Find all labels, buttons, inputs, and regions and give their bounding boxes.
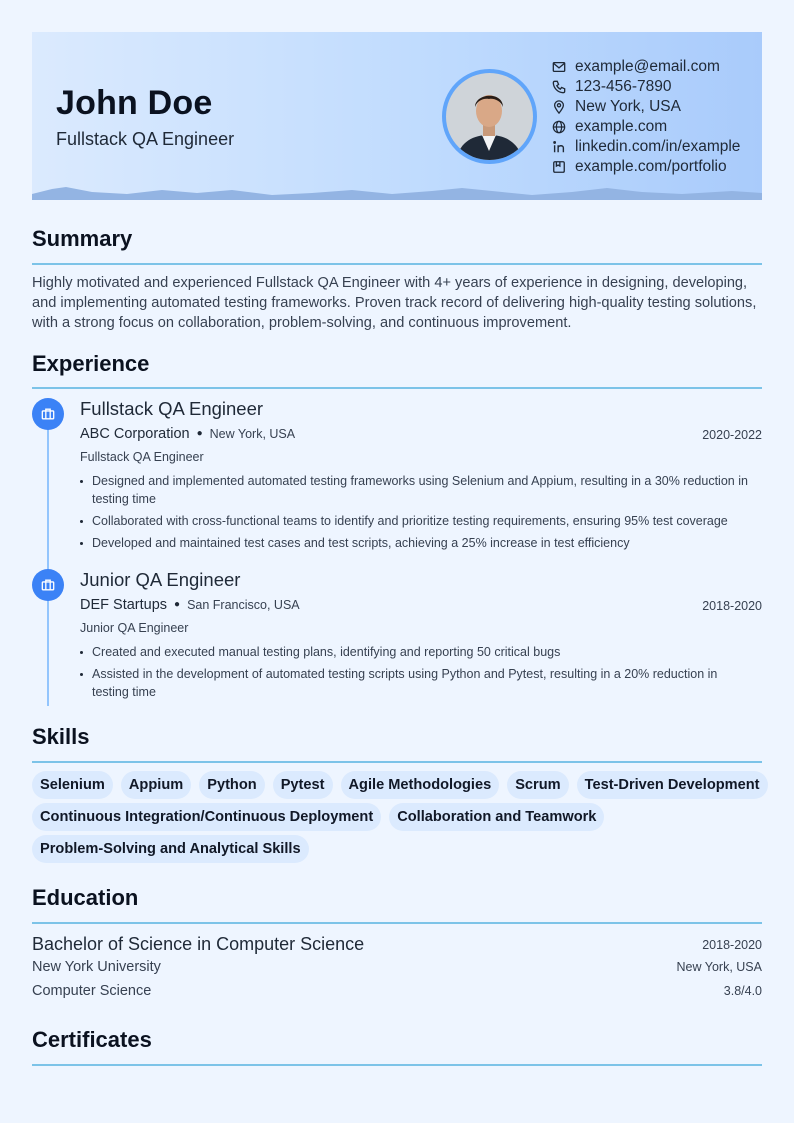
section-divider	[32, 761, 762, 763]
contact-list	[552, 57, 740, 177]
job-role: Junior QA Engineer	[80, 621, 189, 635]
contact-phone[interactable]: 123-456-7890	[552, 77, 740, 97]
experience-timeline	[47, 414, 49, 706]
briefcase-icon	[32, 569, 64, 601]
experience-heading: Experience	[32, 351, 150, 376]
skill-chip: Scrum	[507, 771, 568, 799]
skills-heading: Skills	[32, 724, 90, 749]
briefcase-icon	[32, 398, 64, 430]
section-divider	[32, 1064, 762, 1066]
skill-chip: Test-Driven Development	[577, 771, 768, 799]
school: New York University	[32, 959, 161, 975]
skill-chip: Pytest	[273, 771, 333, 799]
education-item	[32, 934, 762, 1006]
location-pin-icon	[552, 99, 575, 115]
field-of-study: Computer Science	[32, 983, 152, 999]
job-company-line: DEF Startups ● San Francisco, USA	[80, 597, 300, 613]
job-title: Junior QA Engineer	[80, 569, 241, 590]
education-heading: Education	[32, 885, 139, 910]
globe-icon	[552, 119, 575, 135]
job-company-line: ABC Corporation ● New York, USA	[80, 426, 296, 442]
job-location: New York, USA	[209, 427, 296, 441]
job-role: Fullstack QA Engineer	[80, 450, 204, 464]
portfolio-icon	[552, 159, 575, 175]
skill-chip: Selenium	[32, 771, 113, 799]
skill-chip: Continuous Integration/Continuous Deployment	[32, 803, 381, 831]
resume-header	[32, 32, 762, 200]
profile-photo	[446, 73, 533, 160]
education-dates: 2018-2020	[702, 938, 762, 952]
certificates-heading: Certificates	[32, 1027, 152, 1052]
job-dates: 2018-2020	[702, 599, 762, 613]
list-item: Assisted in the development of automated testing scripts using Python and Pytest, resulting in a 20% reduction in testing time	[92, 665, 757, 701]
skill-chip: Collaboration and Teamwork	[389, 803, 604, 831]
contact-linkedin[interactable]: linkedin.com/in/example	[552, 137, 740, 157]
linkedin-icon	[552, 139, 575, 155]
contact-location: New York, USA	[552, 97, 740, 117]
candidate-name: John Doe	[56, 84, 213, 122]
summary-heading: Summary	[32, 226, 133, 251]
section-divider	[32, 922, 762, 924]
list-item: Designed and implemented automated testing frameworks using Selenium and Appium, resulting in a 30% reduction in testing time	[92, 472, 757, 508]
gpa: 3.8/4.0	[723, 984, 762, 998]
job-dates: 2020-2022	[702, 428, 762, 442]
skills-list	[32, 771, 767, 867]
school-location: New York, USA	[676, 960, 762, 974]
contact-portfolio[interactable]: example.com/portfolio	[552, 157, 740, 177]
list-item: Created and executed manual testing plans, identifying and reporting 50 critical bugs	[92, 643, 757, 661]
candidate-title: Fullstack QA Engineer	[56, 129, 235, 149]
job-company: ABC Corporation	[80, 426, 190, 442]
skill-chip: Python	[199, 771, 264, 799]
job-location: San Francisco, USA	[187, 598, 300, 612]
avatar	[442, 69, 537, 164]
list-item: Developed and maintained test cases and test scripts, achieving a 25% increase in test efficiency	[92, 534, 757, 552]
job-bullets	[92, 643, 757, 705]
section-divider	[32, 263, 762, 265]
degree: Bachelor of Science in Computer Science	[32, 934, 365, 954]
job-bullets	[92, 472, 757, 556]
header-wave-decoration	[32, 184, 762, 200]
contact-email[interactable]: example@email.com	[552, 57, 740, 77]
job-title: Fullstack QA Engineer	[80, 398, 264, 419]
contact-website[interactable]: example.com	[552, 117, 740, 137]
summary-text: Highly motivated and experienced Fullstack QA Engineer with 4+ years of experience in designing, developing, and implementing automated testing frameworks. Proven track record of delivering high-quality testing solutions, with a strong focus on collaboration, problem-solving, and continuous improvement.	[32, 275, 757, 331]
job-company: DEF Startups	[80, 597, 168, 613]
phone-icon	[552, 79, 575, 95]
list-item: Collaborated with cross-functional teams to identify and prioritize testing requirements, ensuring 95% test coverage	[92, 512, 757, 530]
skill-chip: Appium	[121, 771, 191, 799]
section-divider	[32, 387, 762, 389]
skill-chip: Agile Methodologies	[341, 771, 500, 799]
skill-chip: Problem-Solving and Analytical Skills	[32, 835, 309, 863]
mail-icon	[552, 59, 575, 75]
